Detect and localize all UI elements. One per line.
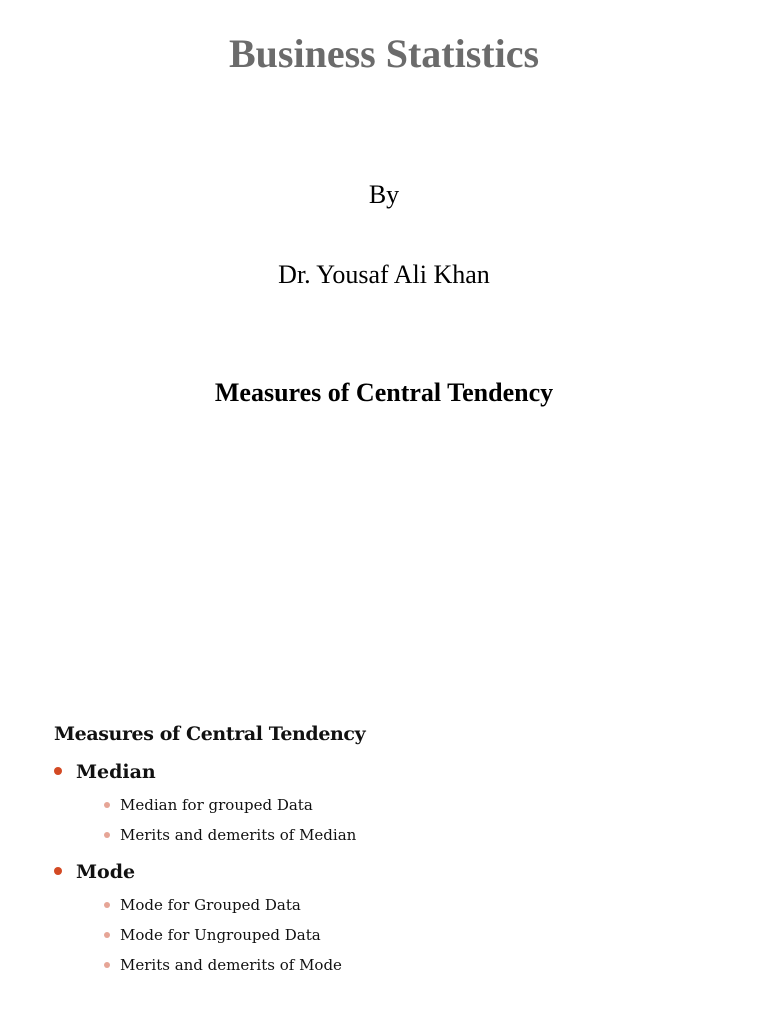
sub-list-item-label: Merits and demerits of Median [120,826,357,844]
bullet-icon [54,867,62,875]
sub-list [76,890,356,980]
bullet-list [54,758,356,988]
sub-bullet-icon [104,932,110,938]
content-slide [0,712,768,1012]
sub-list [76,790,356,850]
sub-list-item-label: Mode for Ungrouped Data [120,926,321,944]
sub-bullet-icon [104,962,110,968]
sub-list-item [104,790,356,820]
topic-heading: Measures of Central Tendency [214,378,554,407]
slide-heading: Measures of Central Tendency [54,723,366,745]
list-item-median [54,758,356,850]
by-label: By [368,180,400,209]
list-item-label: Median [76,761,156,783]
sub-list-item [104,920,356,950]
sub-list-item-label: Mode for Grouped Data [120,896,301,914]
author-name: Dr. Yousaf Ali Khan [278,260,490,289]
slide-title: Business Statistics [228,31,540,76]
bullet-icon [54,767,62,775]
sub-bullet-icon [104,802,110,808]
list-item-label: Mode [76,861,136,883]
sub-list-item [104,890,356,920]
sub-bullet-icon [104,832,110,838]
sub-list-item-label: Median for grouped Data [120,796,313,814]
sub-bullet-icon [104,902,110,908]
list-item-mode [54,858,356,980]
sub-list-item [104,820,356,850]
sub-list-item-label: Merits and demerits of Mode [120,956,342,974]
title-slide [0,0,768,460]
sub-list-item [104,950,356,980]
